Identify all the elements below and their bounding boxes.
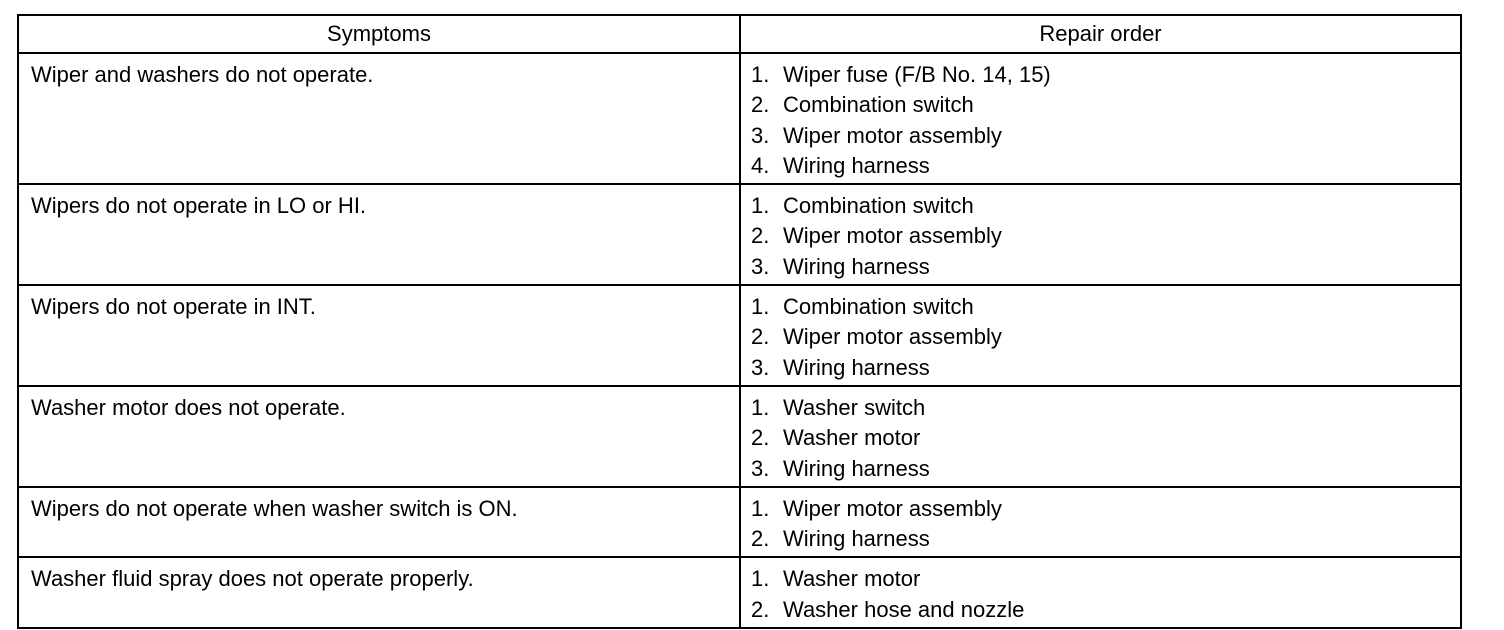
repair-step bbox=[751, 494, 1450, 524]
repair-order-cell bbox=[740, 557, 1461, 628]
repair-step-text: Wiring harness bbox=[783, 253, 930, 279]
repair-step-number: 2. bbox=[751, 324, 770, 350]
repair-step-number: 1. bbox=[751, 394, 770, 420]
troubleshooting-table-container bbox=[17, 14, 1460, 629]
repair-step-text: Wiring harness bbox=[783, 152, 930, 178]
repair-step bbox=[751, 252, 1450, 282]
repair-step-number: 1. bbox=[751, 62, 770, 87]
table-row bbox=[18, 386, 1461, 487]
repair-step-number: 4. bbox=[751, 152, 770, 178]
repair-step-number: 2. bbox=[751, 425, 770, 451]
repair-order-cell bbox=[740, 386, 1461, 487]
repair-step-text: Washer hose and nozzle bbox=[783, 596, 1025, 622]
repair-steps-list bbox=[751, 393, 1450, 484]
repair-step-text: Washer motor bbox=[783, 566, 921, 592]
repair-step-text: Wiper motor assembly bbox=[783, 324, 1002, 350]
repair-step-number: 3. bbox=[751, 253, 770, 279]
troubleshooting-table bbox=[17, 14, 1462, 629]
table-row bbox=[18, 53, 1461, 184]
repair-step-text: Wiper motor assembly bbox=[783, 495, 1002, 521]
repair-step-number: 3. bbox=[751, 354, 770, 380]
repair-step bbox=[751, 292, 1450, 322]
repair-step bbox=[751, 60, 1450, 90]
table-row bbox=[18, 184, 1461, 285]
repair-step-number: 1. bbox=[751, 566, 770, 592]
repair-step-number: 2. bbox=[751, 596, 770, 622]
repair-step bbox=[751, 454, 1450, 484]
repair-steps-list bbox=[751, 191, 1450, 282]
repair-step-text: Wiper motor assembly bbox=[783, 223, 1002, 249]
repair-step bbox=[751, 564, 1450, 594]
repair-step bbox=[751, 393, 1450, 423]
repair-step-text: Combination switch bbox=[783, 294, 974, 320]
table-body bbox=[18, 53, 1461, 628]
repair-step bbox=[751, 121, 1450, 151]
repair-step-text: Wiper fuse (F/B No. 14, 15) bbox=[783, 62, 1051, 87]
repair-step bbox=[751, 524, 1450, 554]
repair-step-text: Wiring harness bbox=[783, 354, 930, 380]
symptom-cell: Wipers do not operate in INT. bbox=[18, 285, 740, 386]
repair-steps-list bbox=[751, 60, 1450, 181]
repair-step bbox=[751, 423, 1450, 453]
repair-step bbox=[751, 151, 1450, 181]
repair-step-number: 1. bbox=[751, 193, 770, 219]
repair-step-text: Washer motor bbox=[783, 425, 921, 451]
repair-order-cell bbox=[740, 184, 1461, 285]
header-repair-order: Repair order bbox=[740, 15, 1461, 53]
symptom-cell: Wipers do not operate when washer switch is ON. bbox=[18, 487, 740, 558]
repair-step-number: 2. bbox=[751, 92, 770, 118]
repair-step-text: Wiring harness bbox=[783, 526, 930, 552]
table-row bbox=[18, 557, 1461, 628]
repair-steps-list bbox=[751, 292, 1450, 383]
repair-step-number: 1. bbox=[751, 294, 770, 320]
repair-step-number: 3. bbox=[751, 122, 770, 148]
header-row bbox=[18, 15, 1461, 53]
symptom-cell: Washer motor does not operate. bbox=[18, 386, 740, 487]
repair-step bbox=[751, 221, 1450, 251]
repair-step bbox=[751, 191, 1450, 221]
repair-steps-list bbox=[751, 494, 1450, 555]
repair-step-text: Wiper motor assembly bbox=[783, 122, 1002, 148]
repair-steps-list bbox=[751, 564, 1450, 625]
symptom-cell: Wipers do not operate in LO or HI. bbox=[18, 184, 740, 285]
table-row bbox=[18, 487, 1461, 558]
repair-order-cell bbox=[740, 487, 1461, 558]
header-symptoms: Symptoms bbox=[18, 15, 740, 53]
repair-step-number: 2. bbox=[751, 526, 770, 552]
repair-step bbox=[751, 353, 1450, 383]
repair-step bbox=[751, 595, 1450, 625]
repair-order-cell bbox=[740, 53, 1461, 184]
symptom-cell: Washer fluid spray does not operate properly. bbox=[18, 557, 740, 628]
repair-step-text: Combination switch bbox=[783, 193, 974, 219]
symptom-cell: Wiper and washers do not operate. bbox=[18, 53, 740, 184]
repair-step bbox=[751, 90, 1450, 120]
repair-step-number: 2. bbox=[751, 223, 770, 249]
repair-step-text: Washer switch bbox=[783, 394, 926, 420]
repair-order-cell bbox=[740, 285, 1461, 386]
repair-step-text: Combination switch bbox=[783, 92, 974, 118]
repair-step-number: 3. bbox=[751, 455, 770, 481]
repair-step-text: Wiring harness bbox=[783, 455, 930, 481]
repair-step bbox=[751, 322, 1450, 352]
repair-step-number: 1. bbox=[751, 495, 770, 521]
table-row bbox=[18, 285, 1461, 386]
table-header bbox=[18, 15, 1461, 53]
